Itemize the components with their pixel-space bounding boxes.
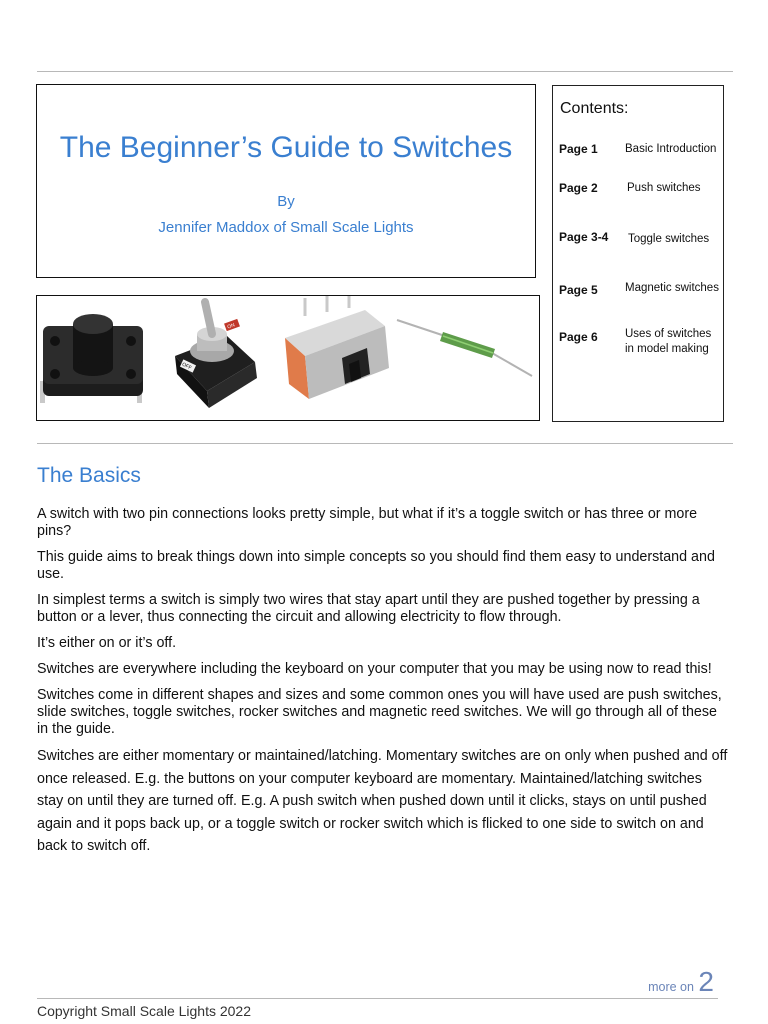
slide-switch-image — [285, 296, 389, 399]
section-body — [37, 506, 732, 867]
paragraph: Switches come in different shapes and sizes and some common ones you will have used are push switches, slide switches, toggle switches, rocker switches and magnetic reed switches. We will go through all of these in the guide. — [37, 687, 722, 737]
toc-description: Push switches — [627, 182, 701, 194]
toggle-off-marking: OFF — [180, 361, 193, 372]
paragraph: Switches are either momentary or maintained/latching. Momentary switches are on only when pushed and off once released. E.g. the buttons on your computer keyboard are momentary. Maintained/latching switches stay on until they are turned off. E.g. A push switch when pushed down until it clicks, stays on until pushed again and it pops back up, or a toggle switch or rocker switch which is flicked to one side to switch on and back to switch off. — [37, 748, 728, 854]
toggle-switch-image — [175, 302, 257, 408]
section-heading: The Basics — [37, 464, 141, 487]
top-divider — [37, 71, 733, 72]
reed-switch-image — [397, 320, 532, 376]
switches-photo — [36, 295, 540, 421]
title-box — [36, 84, 536, 278]
copyright-notice: Copyright Small Scale Lights 2022 — [37, 1003, 252, 1019]
paragraph: In simplest terms a switch is simply two wires that stay apart until they are pushed together by pressing a button or a lever, thus connecting the circuit and allowing electricity to flow through. — [37, 592, 700, 625]
document-title: The Beginner’s Guide to Switches — [59, 131, 513, 164]
toc-page-number: Page 3-4 — [559, 230, 609, 244]
paragraph: It’s either on or it’s off. — [37, 635, 177, 651]
more-on-label: more on — [648, 980, 694, 994]
toc-page-number: Page 2 — [559, 181, 598, 195]
toc-page-number: Page 5 — [559, 283, 598, 297]
toc-page-number: Page 6 — [559, 330, 598, 344]
more-on-link[interactable] — [648, 966, 714, 998]
contents-heading: Contents: — [560, 100, 629, 117]
paragraph: This guide aims to break things down into simple concepts so you should find them easy to understand and use. — [37, 549, 715, 582]
toc-description: Toggle switches — [628, 233, 710, 245]
toc-description: Uses of switches in model making — [625, 328, 712, 355]
author-name: Jennifer Maddox of Small Scale Lights — [158, 219, 414, 236]
toc-description: Basic Introduction — [625, 143, 717, 155]
toc-page-number: Page 1 — [559, 142, 598, 156]
section-divider — [37, 443, 733, 444]
byline-label: By — [277, 193, 295, 210]
footer-divider — [37, 998, 718, 999]
paragraph: A switch with two pin connections looks pretty simple, but what if it’s a toggle switch or has three or more pins? — [37, 506, 698, 539]
contents-box — [552, 85, 724, 422]
paragraph: Switches are everywhere including the keyboard on your computer that you may be using now to read this! — [37, 661, 712, 677]
toggle-on-marking: ON — [226, 322, 236, 331]
next-page-number: 2 — [698, 966, 714, 997]
push-switch-image — [40, 314, 143, 403]
toc-description: Magnetic switches — [625, 282, 719, 294]
